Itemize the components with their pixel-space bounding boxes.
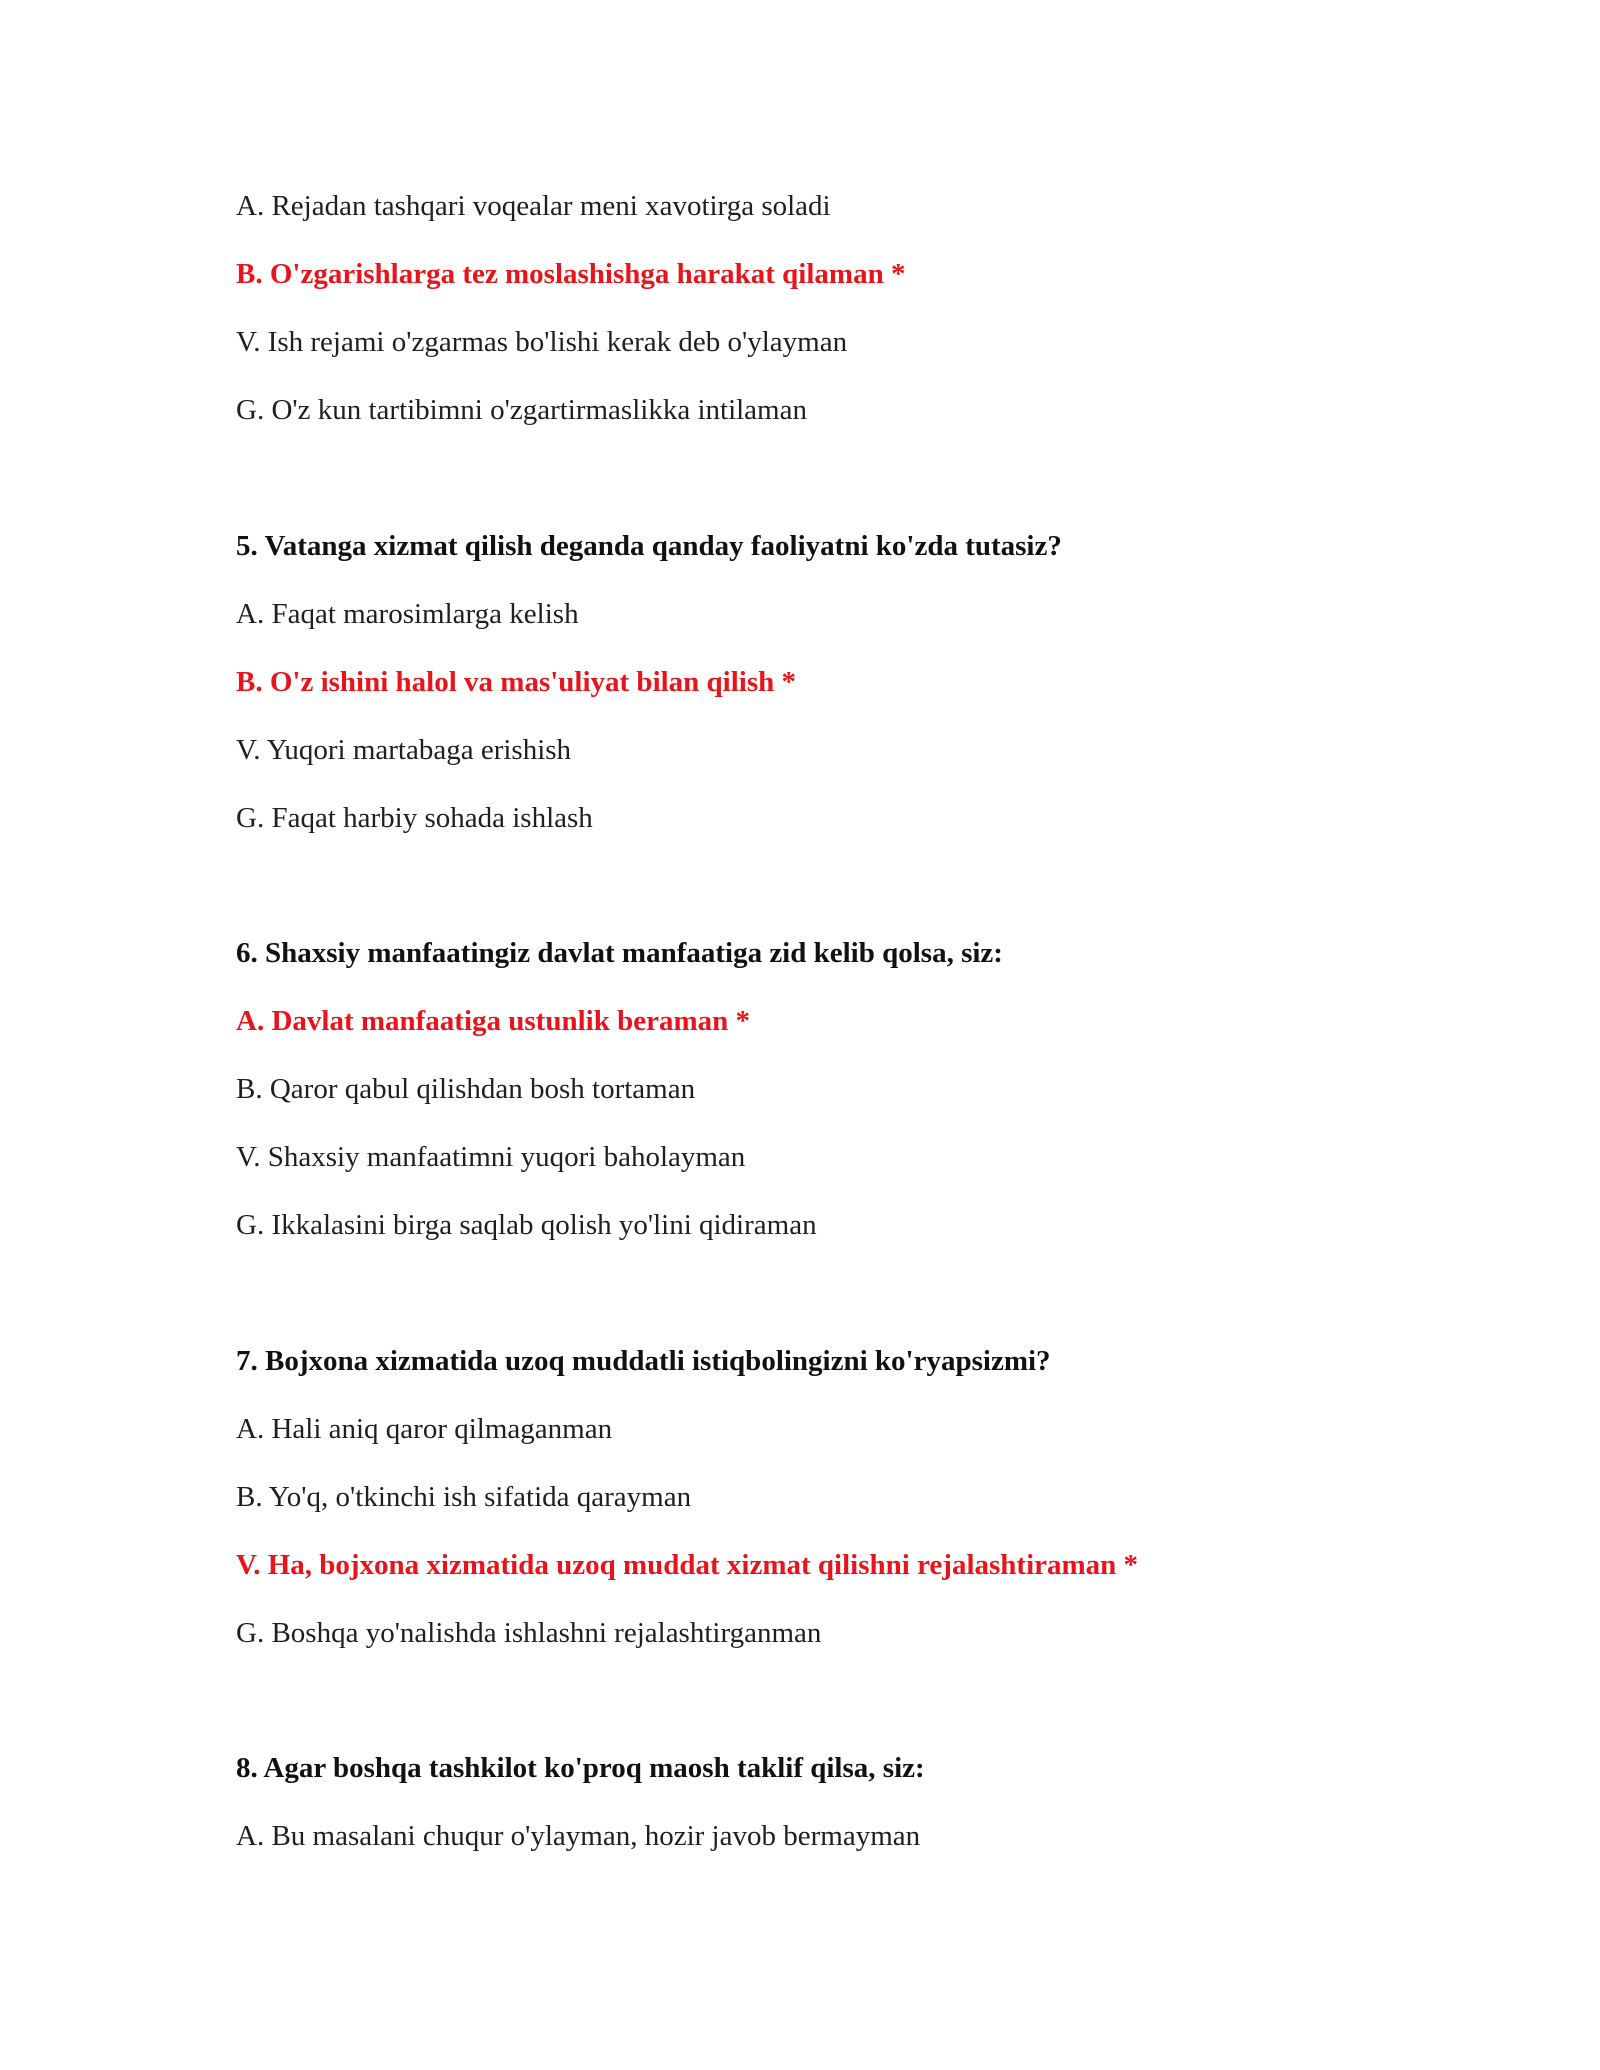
correct-answer-option: B. O'zgarishlarga tez moslashishga harakat qilaman * xyxy=(236,258,906,290)
answer-option: G. Boshqa yo'nalishda ishlashni rejalashtirganman xyxy=(236,1617,822,1649)
question-heading: 7. Bojxona xizmatida uzoq muddatli istiqbolingizni ko'ryapsizmi? xyxy=(236,1345,1051,1377)
answer-option: A. Bu masalani chuqur o'ylayman, hozir javob bermayman xyxy=(236,1820,921,1852)
answer-option: V. Yuqori martabaga erishish xyxy=(236,734,572,766)
correct-answer-option: A. Davlat manfaatiga ustunlik beraman * xyxy=(236,1005,750,1037)
question-heading: 8. Agar boshqa tashkilot ko'proq maosh taklif qilsa, siz: xyxy=(236,1752,925,1784)
answer-option: G. O'z kun tartibimni o'zgartirmaslikka intilaman xyxy=(236,394,807,426)
correct-answer-option: V. Ha, bojxona xizmatida uzoq muddat xizmat qilishni rejalashtiraman * xyxy=(236,1549,1139,1581)
answer-option: G. Faqat harbiy sohada ishlash xyxy=(236,802,593,834)
correct-answer-option: B. O'z ishini halol va mas'uliyat bilan qilish * xyxy=(236,666,797,698)
answer-option: B. Qaror qabul qilishdan bosh tortaman xyxy=(236,1073,696,1105)
question-heading: 6. Shaxsiy manfaatingiz davlat manfaatiga zid kelib qolsa, siz: xyxy=(236,937,1003,969)
answer-option: A. Rejadan tashqari voqealar meni xavotirga soladi xyxy=(236,190,831,222)
question-heading: 5. Vatanga xizmat qilish deganda qanday faoliyatni ko'zda tutasiz? xyxy=(236,530,1062,562)
answer-option: B. Yo'q, o'tkinchi ish sifatida qarayman xyxy=(236,1481,692,1513)
answer-option: A. Faqat marosimlarga kelish xyxy=(236,598,579,630)
answer-option: A. Hali aniq qaror qilmaganman xyxy=(236,1413,613,1445)
answer-option: V. Shaxsiy manfaatimni yuqori baholayman xyxy=(236,1141,746,1173)
answer-option: V. Ish rejami o'zgarmas bo'lishi kerak deb o'ylayman xyxy=(236,326,848,358)
answer-option: G. Ikkalasini birga saqlab qolish yo'lini qidiraman xyxy=(236,1209,817,1241)
